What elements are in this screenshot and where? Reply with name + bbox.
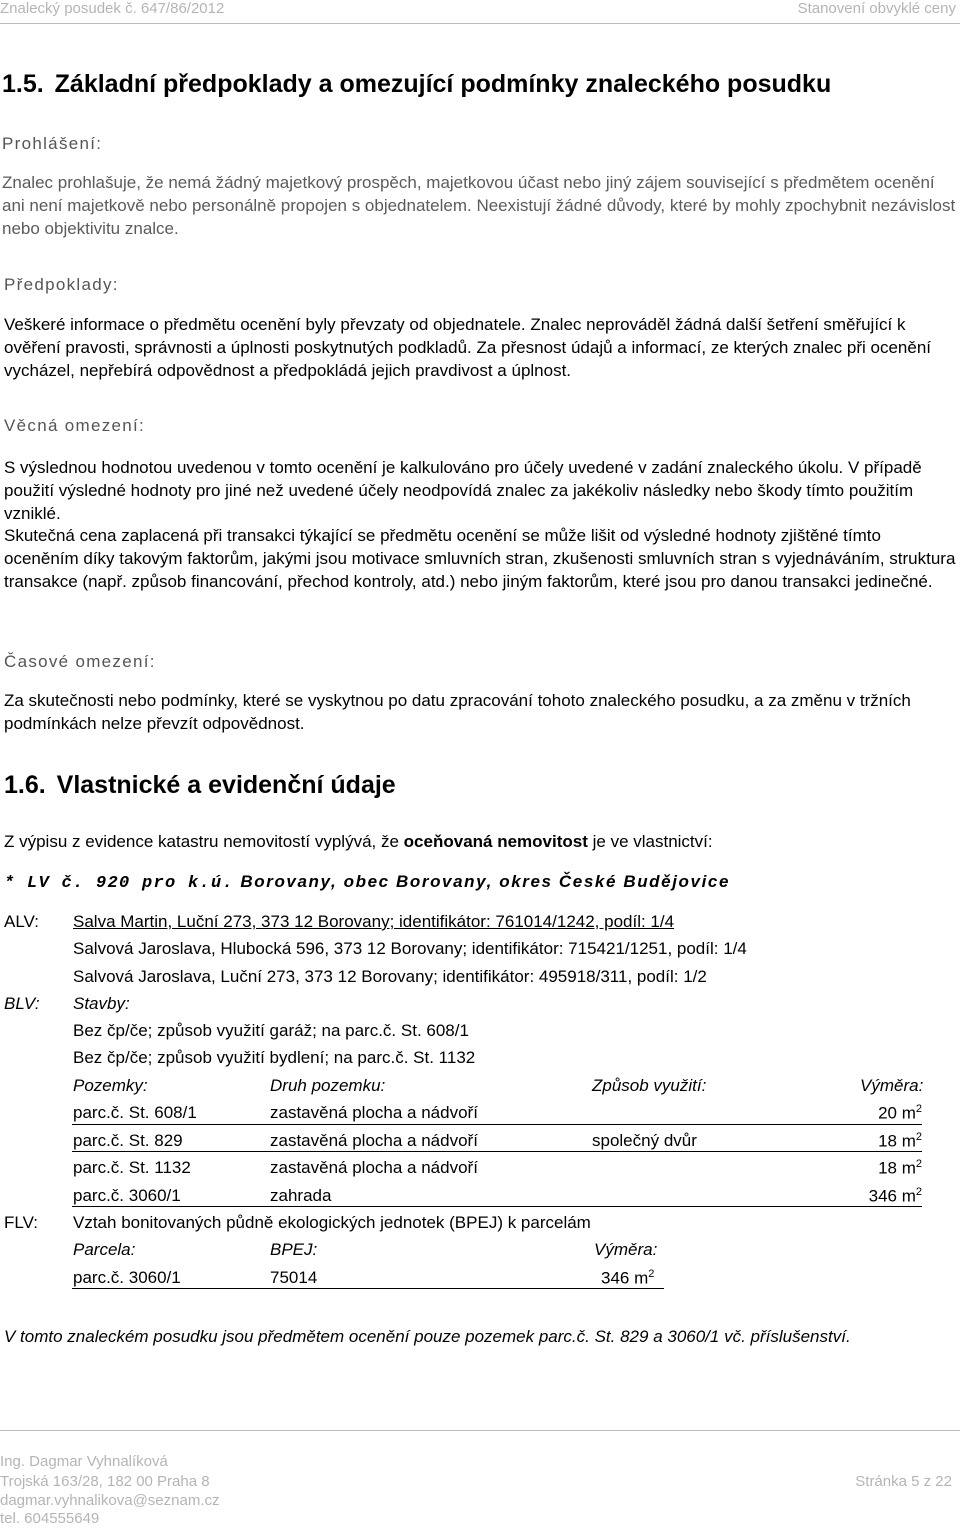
vymera-value: 18 m xyxy=(878,1131,916,1151)
note-text: V tomto znaleckém posudku jsou předmětem ocenění pouze pozemek parc.č. St. 829 a 3060/1 vč. příslušenství. xyxy=(4,1327,851,1346)
footer-page-number: Stránka 5 z 22 xyxy=(855,1473,952,1490)
predpoklady-heading: Předpoklady: xyxy=(4,275,119,294)
pozemek-vymera xyxy=(878,1158,922,1179)
pozemek-parcela: parc.č. St. 608/1 xyxy=(73,1103,197,1122)
header-right: Stanovení obvyklé ceny xyxy=(797,0,956,17)
pozemek-parcela: parc.č. St. 829 xyxy=(73,1131,183,1150)
bpej-parcela: parc.č. 3060/1 xyxy=(73,1268,181,1287)
header-left: Znalecký posudek č. 647/86/2012 xyxy=(0,0,225,17)
pozemek-parcela: parc.č. St. 1132 xyxy=(73,1158,191,1177)
vymera-exponent: 2 xyxy=(915,1131,922,1143)
vymera-value: 18 m xyxy=(878,1158,916,1178)
bpej-code: 75014 xyxy=(270,1268,318,1287)
pozemek-parcela: parc.č. 3060/1 xyxy=(73,1186,181,1205)
pozemek-druh: zastavěná plocha a nádvoří xyxy=(270,1158,478,1177)
prohlaseni-heading: Prohlášení: xyxy=(2,134,103,153)
pozemek-druh: zahrada xyxy=(270,1186,332,1205)
lv-rest: Borovany, obec Borovany, okres České Budějovice xyxy=(234,872,731,891)
flv-label: FLV: xyxy=(4,1213,39,1232)
pozemky-header-vymera: Výměra: xyxy=(860,1076,924,1095)
bpej-vymera xyxy=(601,1268,654,1289)
blv-label: BLV: xyxy=(4,994,40,1013)
vecna-omezeni-heading: Věcná omezení: xyxy=(4,416,146,435)
vymera-exponent: 2 xyxy=(915,1186,922,1198)
pozemek-vymera xyxy=(869,1186,922,1207)
header-rule xyxy=(0,23,960,24)
footer-phone: tel. 604555649 xyxy=(0,1510,100,1527)
pozemek-vyuziti: společný dvůr xyxy=(592,1131,697,1150)
intro-post: je ve vlastnictví: xyxy=(587,832,713,851)
row-underline xyxy=(72,1151,922,1152)
owner-line: Salva Martin, Luční 273, 373 12 Borovany; identifikátor: 761014/1242, podíl: 1/4 xyxy=(73,912,675,931)
section-number: 1.5. xyxy=(2,70,44,98)
bpej-header-bpej: BPEJ: xyxy=(270,1240,318,1259)
vymera-value: 346 m xyxy=(601,1268,649,1288)
section-title: Vlastnické a evidenční údaje xyxy=(56,771,396,799)
intro-pre: Z výpisu z evidence katastru nemovitostí vyplývá, že xyxy=(4,832,404,851)
lv-prefix: * LV č. 920 pro k.ú. xyxy=(4,874,235,893)
intro-bold: oceňovaná nemovitost xyxy=(403,832,588,851)
stavba-line: Bez čp/če; způsob využití garáž; na parc.č. St. 608/1 xyxy=(73,1021,469,1040)
vymera-exponent: 2 xyxy=(915,1103,922,1115)
ownership-intro xyxy=(4,832,713,852)
footer-name: Ing. Dagmar Vyhnalíková xyxy=(0,1453,168,1470)
row-underline xyxy=(72,1288,664,1289)
vymera-exponent: 2 xyxy=(915,1158,922,1170)
row-underline xyxy=(72,1206,922,1207)
vecna-omezeni-text-1: S výslednou hodnotou uvedenou v tomto ocenění je kalkulováno pro účely uvedené v zadání znaleckého úkolu. V případě použití výsledné hodnoty pro jiné než uvedené účely neodpovídá znalec za jakékoliv následky nebo škody tímto použitím vzniklé. xyxy=(4,458,922,523)
vymera-value: 20 m xyxy=(878,1103,916,1123)
section-number: 1.6. xyxy=(4,771,46,799)
alv-label: ALV: xyxy=(4,912,39,931)
predpoklady-text: Veškeré informace o předmětu ocenění byly převzaty od objednatele. Znalec neprováděl žádná další šetření směřující k ověření pravosti, správnosti a úplnosti poskytnutých podkladů. Za přesnost údajů a informací, ze kterých znalec při ocenění vycházel, nepřebírá odpovědnost a předpokládá jejich pravdivost a úplnost. xyxy=(4,315,931,380)
casove-omezeni-heading: Časové omezení: xyxy=(4,652,156,671)
footer-email: dagmar.vyhnalikova@seznam.cz xyxy=(0,1492,220,1509)
vymera-exponent: 2 xyxy=(648,1268,655,1280)
casove-omezeni-text: Za skutečnosti nebo podmínky, které se vyskytnou po datu zpracování tohoto znaleckého posudku, a za změnu v tržních podmínkách nelze převzít odpovědnost. xyxy=(4,691,911,733)
vecna-omezeni-text-2: Skutečná cena zaplacená při transakci týkající se předmětu ocenění se může lišit od výsledné hodnoty zjištěné tímto oceněním díky takovým faktorům, jakými jsou motivace smluvních stran, zkušenosti smluvních stran s vyjednáváním, struktura transakce (např. způsob financování, přechod kontroly, atd.) nebo jiným faktorům, které jsou pro danou transakci jedinečné. xyxy=(4,526,956,591)
owner-line: Salvová Jaroslava, Hlubocká 596, 373 12 Borovany; identifikátor: 715421/1251, podíl: 1/4 xyxy=(73,939,747,958)
flv-title: Vztah bonitovaných půdně ekologických jednotek (BPEJ) k parcelám xyxy=(73,1213,591,1232)
pozemky-header-vyuziti: Způsob využití: xyxy=(592,1076,707,1095)
section-title: Základní předpoklady a omezující podmínky znaleckého posudku xyxy=(54,70,832,98)
pozemky-header-parcel: Pozemky: xyxy=(73,1076,148,1095)
bpej-header-vymera: Výměra: xyxy=(594,1240,658,1259)
pozemek-vymera xyxy=(878,1103,922,1124)
stavba-line: Bez čp/če; způsob využití bydlení; na parc.č. St. 1132 xyxy=(73,1048,476,1067)
bpej-header-parcela: Parcela: xyxy=(73,1240,136,1259)
prohlaseni-text: Znalec prohlašuje, že nemá žádný majetkový prospěch, majetkovou účast nebo jiný zájem související s předmětem ocenění ani není majetkově nebo personálně propojen s objednatelem. Neexistují žádné důvody, které by mohly zpochybnit nezávislost nebo objektivitu znalce. xyxy=(2,173,956,238)
lv-title xyxy=(4,872,730,893)
vymera-value: 346 m xyxy=(868,1186,916,1206)
owner-line: Salvová Jaroslava, Luční 273, 373 12 Borovany; identifikátor: 495918/311, podíl: 1/2 xyxy=(73,967,707,986)
section-1-5-heading xyxy=(2,70,831,99)
footer-address: Trojská 163/28, 182 00 Praha 8 xyxy=(0,1473,210,1490)
pozemek-druh: zastavěná plocha a nádvoří xyxy=(270,1103,478,1122)
pozemky-header-druh: Druh pozemku: xyxy=(270,1076,386,1095)
row-underline xyxy=(72,1124,922,1125)
pozemek-druh: zastavěná plocha a nádvoří xyxy=(270,1131,478,1150)
footer-rule xyxy=(0,1430,960,1431)
section-1-6-heading xyxy=(4,771,396,800)
stavby-label: Stavby: xyxy=(73,994,130,1013)
pozemek-vymera xyxy=(878,1131,922,1152)
